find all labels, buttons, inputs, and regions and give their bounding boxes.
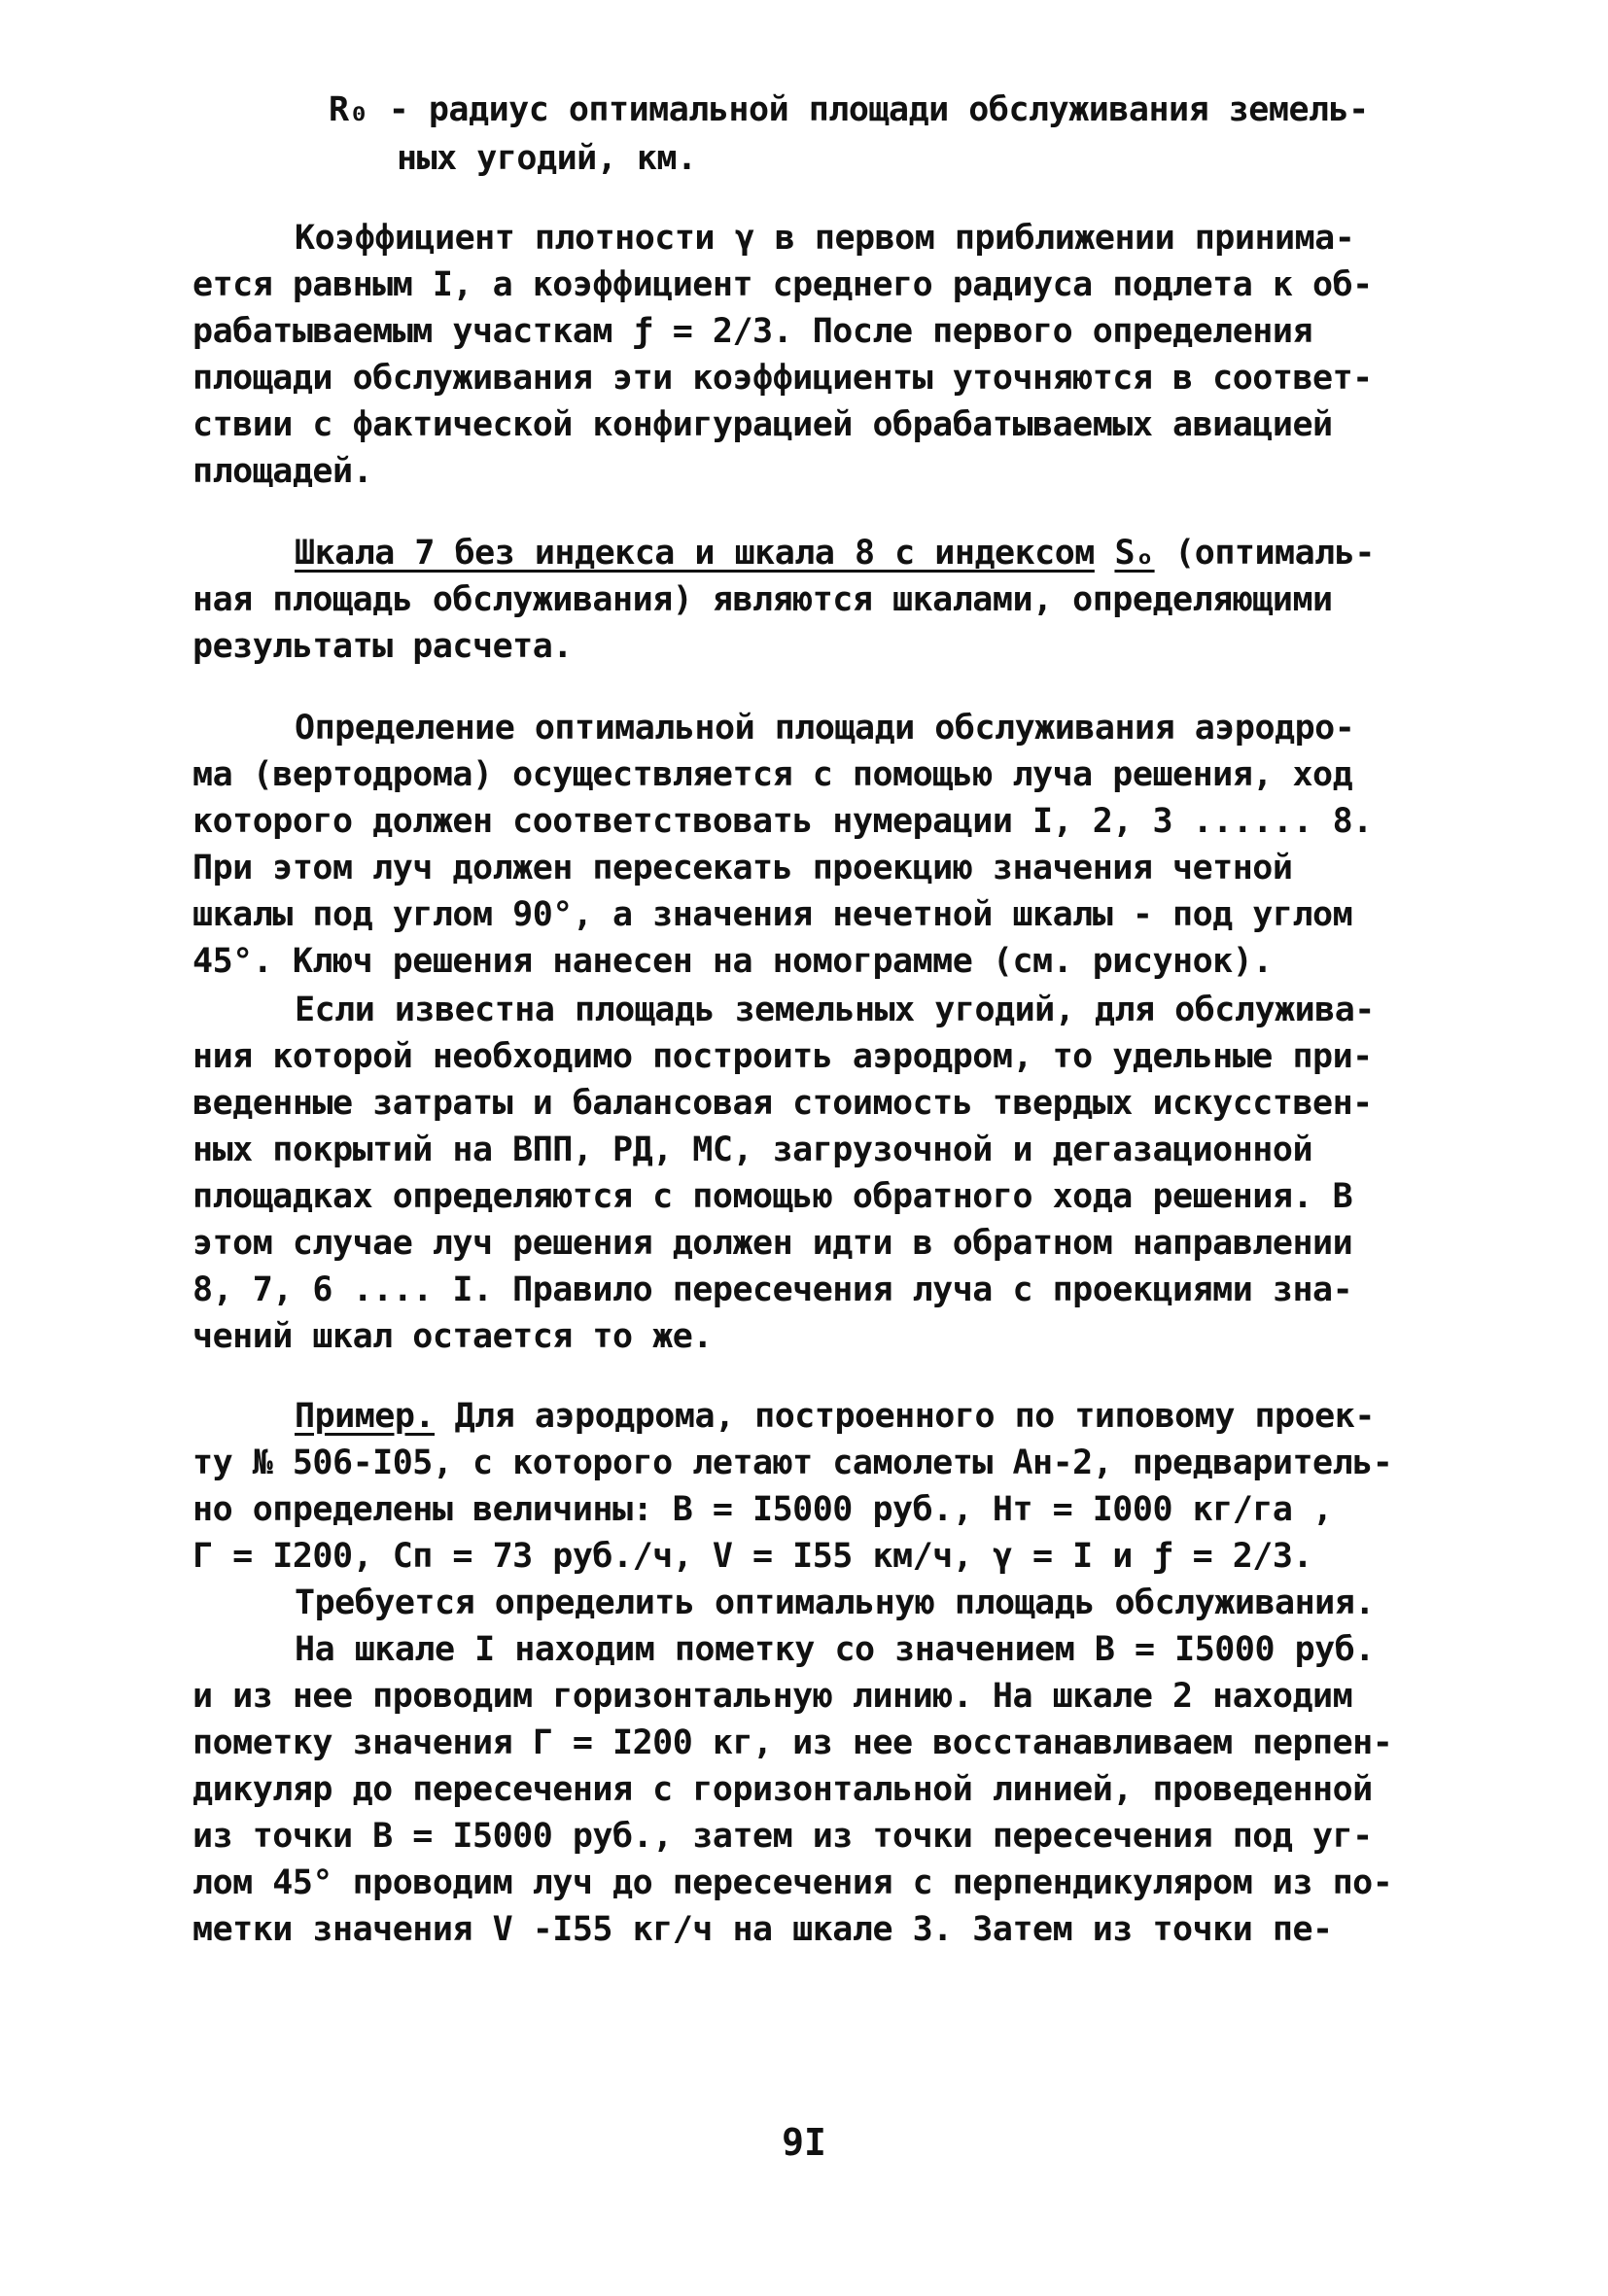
example-line: Г = I200, Cп = 73 руб./ч, V = I55 км/ч, γ = I и ƒ = 2/3. bbox=[192, 1537, 1313, 1576]
para3-line: 45°. Ключ решения нанесен на номограмме (см. рисунок). bbox=[192, 942, 1273, 981]
para4-line: Если известна площадь земельных угодий, для обслужива- bbox=[295, 991, 1375, 1029]
scale-7-8-underlined: Шкала 7 без индекса и шкала 8 с индексом bbox=[295, 534, 1095, 573]
para6-line: метки значения V -I55 кг/ч на шкале 3. Затем из точки пе- bbox=[192, 1910, 1333, 1949]
para2-line-1 bbox=[295, 534, 1549, 573]
para2-line-3: результаты расчета. bbox=[192, 627, 573, 666]
example-line-1 bbox=[295, 1397, 1549, 1436]
para2-line-1-rest: (оптималь- bbox=[1154, 534, 1375, 573]
para2-line-2: ная площадь обслуживания) являются шкалами, определяющими bbox=[192, 580, 1333, 619]
definition-line-2: ных угодий, км. bbox=[397, 139, 697, 178]
para1-line: площадей. bbox=[192, 452, 373, 491]
para3-line: Определение оптимальной площади обслуживания аэродро- bbox=[295, 709, 1355, 748]
para4-line: чений шкал остается то же. bbox=[192, 1317, 713, 1356]
para6-line: из точки B = I5000 руб., затем из точки пересечения под уг- bbox=[192, 1817, 1373, 1856]
para4-line: площадках определяются с помощью обратного хода решения. В bbox=[192, 1177, 1353, 1216]
para4-line: ния которой необходимо построить аэродром, то удельные при- bbox=[192, 1037, 1373, 1076]
para4-line: веденные затраты и балансовая стоимость твердых искусствен- bbox=[192, 1084, 1373, 1123]
example-line: но определены величины: B = I5000 руб., Hт = I000 кг/га , bbox=[192, 1490, 1333, 1529]
page-number: 9I bbox=[782, 2121, 826, 2164]
para1-line: Коэффициент плотности γ в первом приближении принима- bbox=[295, 219, 1355, 258]
para6-line: и из нее проводим горизонтальную линию. На шкале 2 находим bbox=[192, 1677, 1353, 1716]
example-line: Требуется определить оптимальную площадь обслуживания. bbox=[295, 1583, 1375, 1622]
para6-line: пометку значения Г = I200 кг, из нее восстанавливаем перпен- bbox=[192, 1723, 1393, 1762]
para4-line: 8, 7, 6 .... I. Правило пересечения луча с проекциями зна- bbox=[192, 1270, 1353, 1309]
para1-line: площади обслуживания эти коэффициенты уточняются в соответ- bbox=[192, 359, 1373, 398]
para6-line: дикуляр до пересечения с горизонтальной линией, проведенной bbox=[192, 1770, 1373, 1809]
para3-line: которого должен соответствовать нумерации I, 2, 3 ...... 8. bbox=[192, 802, 1373, 841]
para4-line: этом случае луч решения должен идти в обратном направлении bbox=[192, 1224, 1353, 1263]
example-line-1-rest: Для аэродрома, построенного по типовому проек- bbox=[435, 1397, 1375, 1436]
example-label: Пример. bbox=[295, 1397, 436, 1436]
para1-line: ется равным I, а коэффициент среднего радиуса подлета к об- bbox=[192, 265, 1373, 304]
para3-line: При этом луч должен пересекать проекцию значения четной bbox=[192, 849, 1293, 887]
definition-line-1: R₀ - радиус оптимальной площади обслуживания земель- bbox=[329, 90, 1369, 129]
example-line: ту № 506-I05, с которого летают самолеты Ан-2, предваритель- bbox=[192, 1444, 1393, 1482]
para3-line: ма (вертодрома) осуществляется с помощью луча решения, ход bbox=[192, 755, 1353, 794]
para6-line: На шкале I находим пометку со значением B = I5000 руб. bbox=[295, 1630, 1375, 1669]
para4-line: ных покрытий на ВПП, РД, МС, загрузочной и дегазационной bbox=[192, 1131, 1313, 1169]
para3-line: шкалы под углом 90°, а значения нечетной шкалы - под углом bbox=[192, 895, 1353, 934]
para1-line: рабатываемым участкам ƒ = 2/3. После первого определения bbox=[192, 312, 1313, 351]
para6-line: лом 45° проводим луч до пересечения с перпендикуляром из по- bbox=[192, 1863, 1393, 1902]
para1-line: ствии с фактической конфигурацией обрабатываемых авиацией bbox=[192, 405, 1333, 444]
index-symbol: Sₒ bbox=[1114, 534, 1155, 573]
